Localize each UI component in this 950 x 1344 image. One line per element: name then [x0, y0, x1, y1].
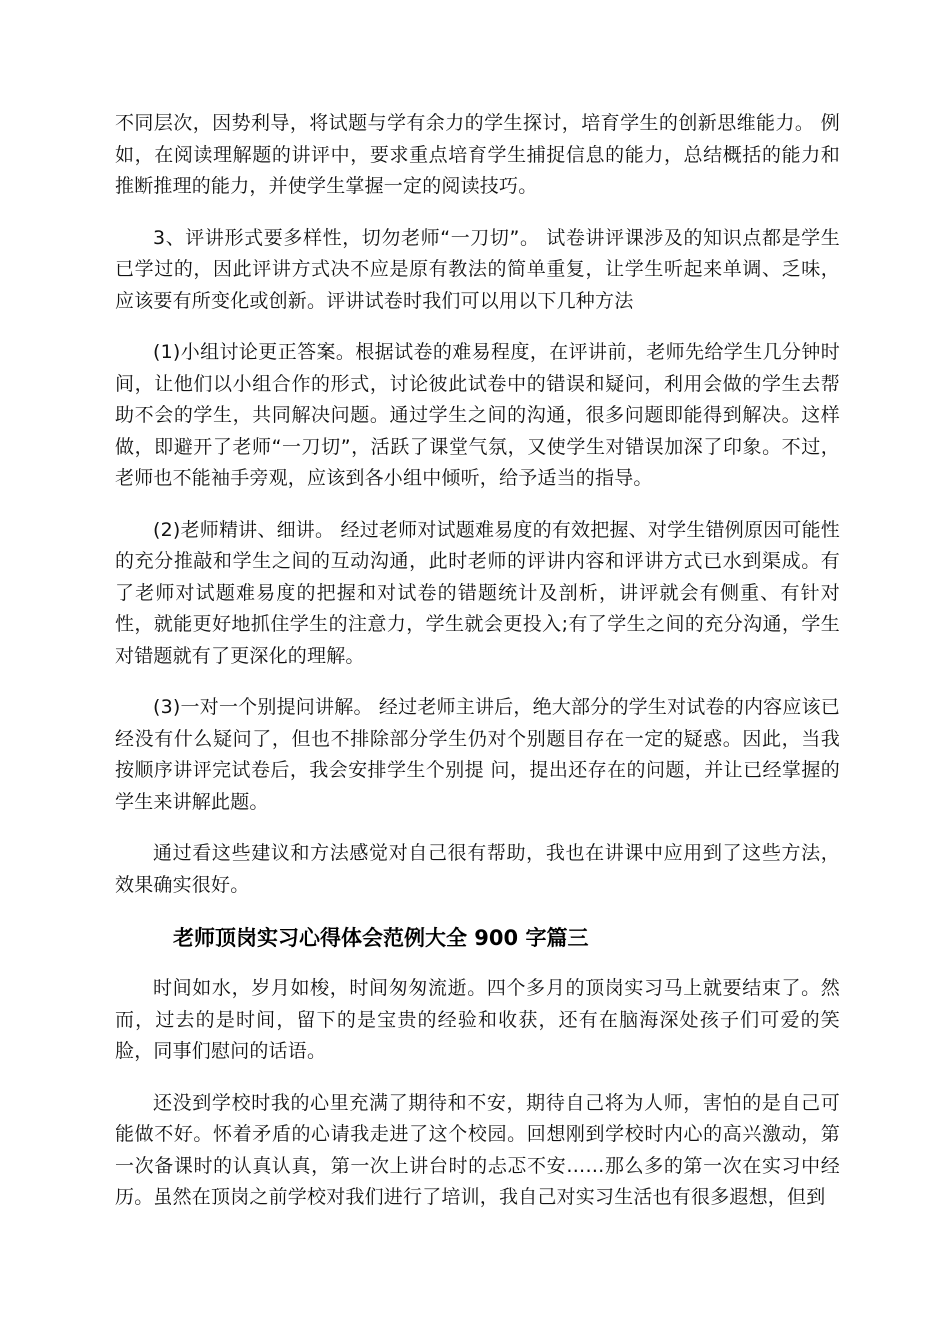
document-page	[115, 108, 840, 1234]
paragraph-time-flies: 时间如水，岁月如梭，时间匆匆流逝。四个多月的顶岗实习马上就要结束了。然而，过去的是时间，留下的是宝贵的经验和收获，还有在脑海深处孩子们可爱的笑脸，同事们慰问的话语。	[115, 977, 840, 1062]
paragraph-continuation: 不同层次，因势利导，将试题与学有余力的学生探讨，培育学生的创新思维能力。 例如，在阅读理解题的讲评中，要求重点培育学生捕捉信息的能力，总结概括的能力和推断推理的能力，并使学生掌握一定的阅读技巧。	[115, 112, 840, 197]
paragraph-expectation: 还没到学校时我的心里充满了期待和不安，期待自己将为人师，害怕的是自己可能做不好。怀着矛盾的心请我走进了这个校园。回想刚到学校时内心的高兴激动，第一次备课时的认真认真，第一次上讲台时的忐忑不安……那么多的第一次在实习中经历。虽然在顶岗之前学校对我们进行了培训，我自己对实习生活也有很多遐想，但到	[115, 1091, 840, 1208]
paragraph-summary: 通过看这些建议和方法感觉对自己很有帮助，我也在讲课中应用到了这些方法，效果确实很好。	[115, 842, 840, 896]
paragraph-group-discussion: (1)小组讨论更正答案。根据试卷的难易程度，在评讲前，老师先给学生几分钟时间，让他们以小组合作的形式，讨论彼此试卷中的错误和疑问，利用会做的学生去帮助不会的学生，共同解决问题。通过学生之间的沟通，很多问题即能得到解决。这样做，即避开了老师“一刀切”，活跃了课堂气氛，又使学生对错误加深了印象。不过，老师也不能袖手旁观，应该到各小组中倾听，给予适当的指导。	[115, 341, 840, 489]
paragraph-individual-questions: (3)一对一个别提问讲解。 经过老师主讲后，绝大部分的学生对试卷的内容应该已经没有什么疑问了，但也不排除部分学生仍对个别题目存在一定的疑惑。因此，当我按顺序讲评完试卷后，我会安排学生个别提 问，提出还存在的问题，并让已经掌握的学生来讲解此题。	[115, 696, 840, 813]
paragraph-teacher-explanation: (2)老师精讲、细讲。 经过老师对试题难易度的有效把握、对学生错例原因可能性的充分推敲和学生之间的互动沟通，此时老师的评讲内容和评讲方式已水到渠成。有了老师对试题难易度的把握和对试卷的错题统计及剖析，讲评就会有侧重、有针对性，就能更好地抓住学生的注意力，学生就会更投入;有了学生之间的充分沟通，学生对错题就有了更深化的理解。	[115, 518, 840, 667]
section-heading: 老师顶岗实习心得体会范例大全 900 字篇三	[173, 926, 589, 950]
paragraph-evaluation-forms: 3、评讲形式要多样性，切勿老师“一刀切”。 试卷讲评课涉及的知识点都是学生已学过的，因此评讲方式决不应是原有教法的简单重复，让学生听起来单调、乏味，应该要有所变化或创新。评讲试卷时我们可以用以下几种方法	[115, 226, 840, 312]
